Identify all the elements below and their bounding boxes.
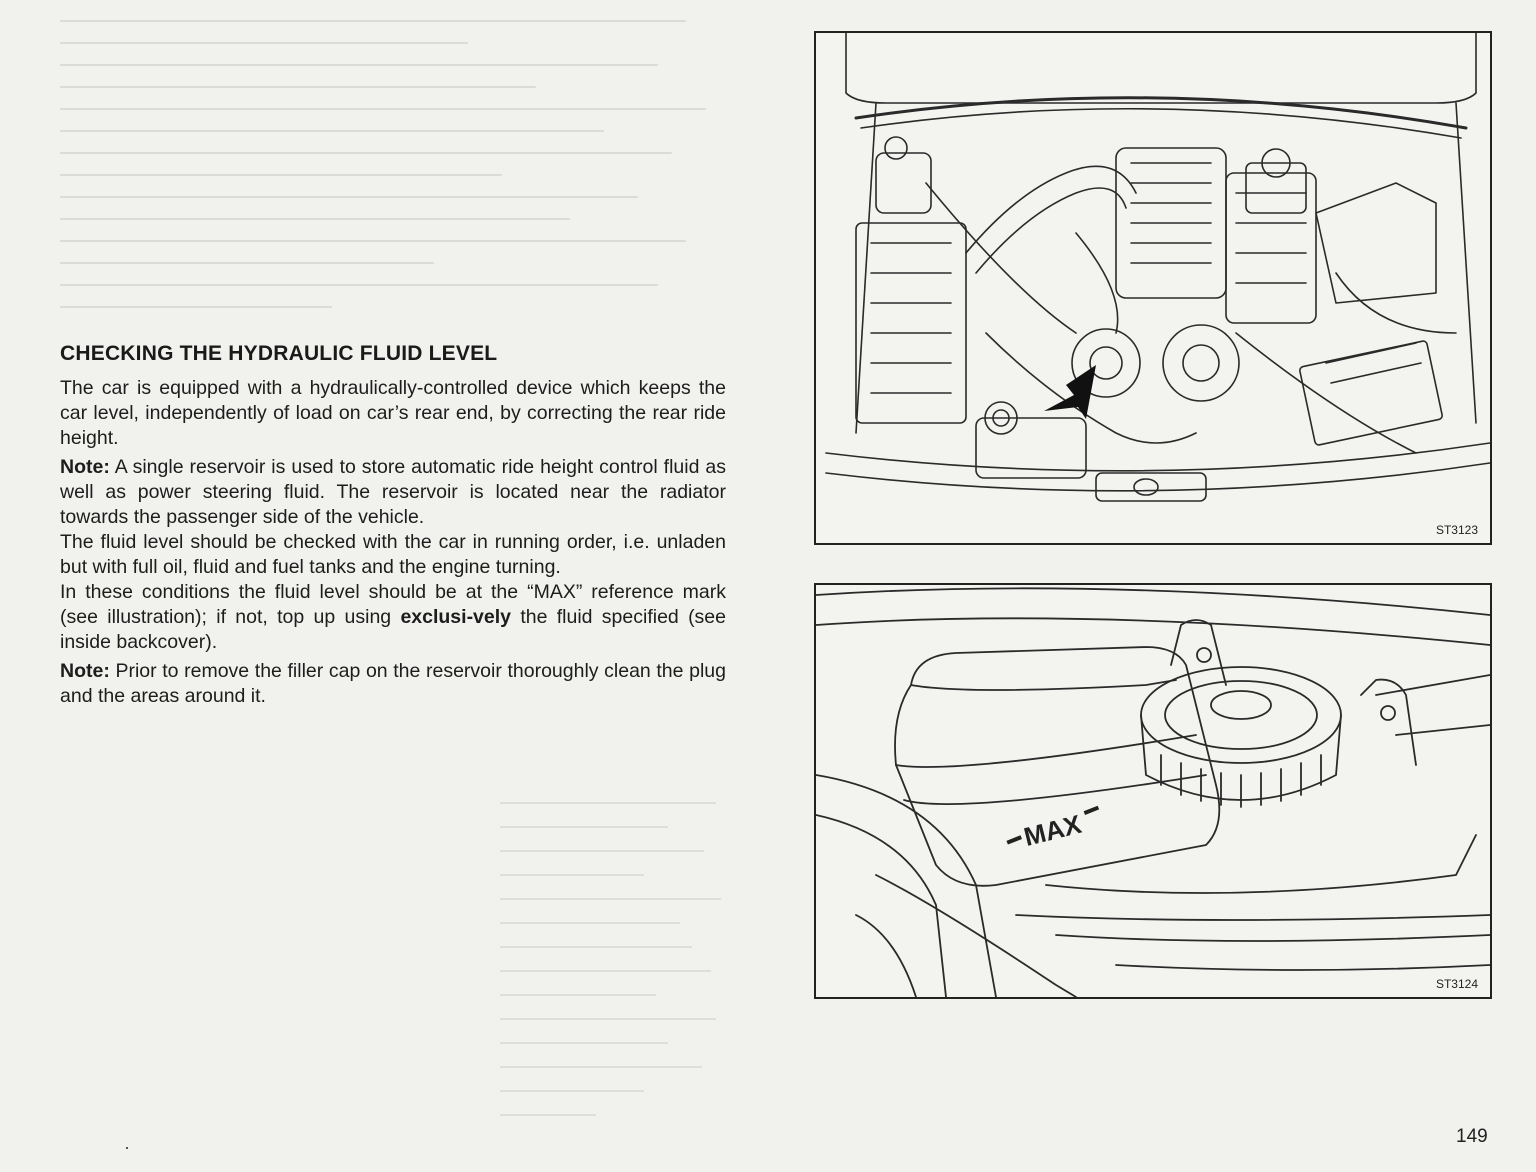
note-label-2: Note:: [60, 660, 110, 682]
engine-bay-illustration: [814, 31, 1492, 545]
max-mark: MAX: [1020, 808, 1085, 852]
note-reservoir: [60, 455, 726, 530]
exclusively-bold: exclusi-vely: [400, 606, 512, 628]
note-label: Note:: [60, 456, 110, 478]
show-through-text-bottom: [500, 780, 740, 1170]
show-through-text-top: [60, 0, 740, 330]
text-column: [60, 342, 726, 713]
figure-code-2: ST3124: [1435, 977, 1478, 991]
note-filler-cap: [60, 659, 726, 709]
engine-bay-drawing: [816, 33, 1490, 543]
max-level-paragraph: [60, 580, 726, 655]
intro-paragraph: The car is equipped with a hydraulically-controlled device which keeps the car level, independently of load on car’s rear end, by correcting the rear ride height.: [60, 377, 726, 449]
max-level-text-a: In these conditions the fluid level should be at the “MAX” reference mark (see illustration); if not, top up using: [60, 581, 726, 628]
note-text: A single reservoir is used to store automatic ride height control fluid as well as power steering fluid. The reservoir is located near the radiator towards the passenger side of the vehicle.: [60, 456, 726, 528]
section-heading: CHECKING THE HYDRAULIC FLUID LEVEL: [60, 342, 498, 365]
reservoir-illustration: [814, 583, 1492, 999]
figure-code: ST3123: [1435, 523, 1478, 537]
reservoir-drawing: [816, 585, 1490, 997]
max-level-text-b: the fluid specified (see inside backcover).: [60, 606, 726, 653]
page-number: 149: [1456, 1126, 1488, 1147]
page-speck: [126, 1147, 128, 1149]
note-text-2: Prior to remove the filler cap on the reservoir thoroughly clean the plug and the areas around it.: [60, 660, 726, 707]
running-order-paragraph: The fluid level should be checked with the car in running order, i.e. unladen but with full oil, fluid and fuel tanks and the engine turning.: [60, 531, 726, 578]
